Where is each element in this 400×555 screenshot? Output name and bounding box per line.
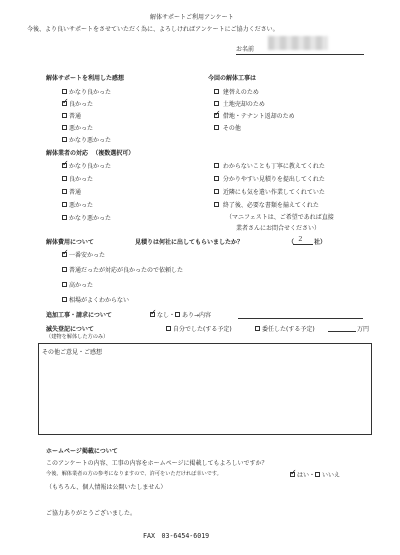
manifest-note-2: 業者さんにお問合せください） [236,225,321,232]
q3-checkbox-4[interactable] [62,215,67,220]
q5-checkbox-0[interactable] [62,248,69,257]
q4-option-2[interactable]: 近隣にも気を遣い作業してくれていた [214,187,325,196]
check-mark-icon: ✓ [290,468,297,477]
form-title: 解体サポートご利用アンケート [150,14,234,21]
q6-yes-checkbox[interactable] [175,312,180,317]
quote-underline [293,244,313,245]
q1-option-0[interactable]: かなり良かった [62,87,111,96]
q2-option-0[interactable]: 建替えのため [214,87,259,96]
q2-checkbox-0[interactable] [214,89,219,94]
q5-option-3[interactable]: 相場がよくわからない [62,295,129,304]
q6-detail-line [238,318,363,319]
q5-option-0[interactable]: ✓ 一番安かった [62,248,106,259]
name-underline [236,54,364,55]
q5-title: 解体費用について [46,239,94,246]
q2-checkbox-1[interactable] [214,101,219,106]
check-mark-icon: ✓ [214,109,221,118]
q3-option-4[interactable]: かなり悪かった [62,213,111,222]
homepage-yes-checkbox[interactable] [290,468,297,477]
q7-self-checkbox[interactable] [166,326,171,331]
q3-option-0[interactable]: ✓ かなり良かった [62,159,112,170]
yen-underline [328,331,356,332]
q4-checkbox-0[interactable] [214,163,219,168]
quote-question: 見積りは何社に出してもらいましたか？ [135,239,244,246]
q5-option-1[interactable]: 普通だったが対応が良かったので依頼した [62,265,183,274]
comments-label: その他ご意見・ご感想 [42,349,103,356]
homepage-note-2: （もちろん、個人情報は公開いたしません） [46,484,167,491]
homepage-question: このアンケートの内容、工事の内容をホームページに掲載してもよろしいですか？ [46,460,268,467]
q7-delegate-checkbox[interactable] [255,326,260,331]
q1-option-1[interactable]: ✓ 良かった [62,97,94,108]
q3-checkbox-2[interactable] [62,189,67,194]
quote-answer[interactable]: ２ [297,235,304,243]
q4-checkbox-1[interactable] [214,176,219,181]
q1-checkbox-4[interactable] [62,137,67,142]
thanks-text: ご協力ありがとうございました。 [46,510,137,517]
check-mark-icon: ✓ [62,248,69,257]
q1-option-2[interactable]: 普通 [62,111,81,120]
redacted-name [268,36,328,50]
q5-checkbox-2[interactable] [62,282,67,287]
q6-options: ✓ なし ・ あり→内容 [150,308,212,319]
q1-checkbox-1[interactable] [62,97,69,106]
q3-checkbox-0[interactable] [62,159,69,168]
q6-none-checkbox[interactable] [150,308,157,317]
q1-checkbox-2[interactable] [62,113,67,118]
q7-self[interactable]: 自分でした(する予定) [166,324,232,333]
q2-checkbox-2[interactable] [214,109,221,118]
q4-option-1[interactable]: 分かりやすい見積りを提出してくれた [214,174,325,183]
comments-box[interactable] [38,343,372,435]
q3-checkbox-3[interactable] [62,202,67,207]
q5-option-2[interactable]: 高かった [62,280,93,289]
q1-option-3[interactable]: 悪かった [62,123,93,132]
homepage-no-checkbox[interactable] [315,472,320,477]
quote-unit: 社） [314,239,327,246]
q3-title: 解体業者の対応 （複数選択可） [46,150,135,157]
q3-option-3[interactable]: 悪かった [62,200,93,209]
form-intro: 今後、より良いサポートをさせていただく為に、よろしければアンケートにご協力ください。 [27,26,279,33]
q6-title: 追加工事・請求について [46,312,112,319]
q1-title: 解体サポートを利用した感想 [46,75,125,82]
q2-title: 今回の解体工事は [208,75,257,82]
q5-checkbox-1[interactable] [62,267,67,272]
q1-checkbox-0[interactable] [62,89,67,94]
quote-open: （ [288,239,295,246]
q7-delegate[interactable]: 委任した(する予定) [255,324,315,333]
q1-option-4[interactable]: かなり悪かった [62,135,111,144]
fax-number: FAX 03-6454-6019 [143,532,210,540]
check-mark-icon: ✓ [62,97,69,106]
check-mark-icon: ✓ [62,159,69,168]
q7-title: 滅失登記について [46,326,94,333]
homepage-note-1: 今後、解体業者の方の参考になりますので、許可をいただければ幸いです。 [46,471,222,477]
yen-label: 万円 [357,326,370,333]
q2-option-2[interactable]: ✓ 借地・テナント返却のため [214,109,295,120]
manifest-note-1: （マニフェストは、ご希望であれば直接 [226,214,334,221]
q7-sub: （建物を解体した方のみ） [46,334,109,340]
q3-option-1[interactable]: 良かった [62,174,93,183]
q4-option-0[interactable]: わからないことも丁寧に教えてくれた [214,161,325,170]
name-label: お名前 [236,46,255,53]
homepage-title: ホームページ掲載について [46,448,118,455]
q3-option-2[interactable]: 普通 [62,187,81,196]
q1-checkbox-3[interactable] [62,125,67,130]
q3-checkbox-1[interactable] [62,176,67,181]
homepage-consent: ✓ はい ・ いいえ [290,468,341,479]
check-mark-icon: ✓ [150,308,157,317]
q4-checkbox-3[interactable] [214,202,219,207]
q4-option-3[interactable]: 終了後、必要な書類を揃えてくれた [214,200,319,209]
q2-option-1[interactable]: 土地売却のため [214,99,265,108]
q4-checkbox-2[interactable] [214,189,219,194]
q2-checkbox-3[interactable] [214,125,219,130]
q5-checkbox-3[interactable] [62,297,67,302]
q2-option-3[interactable]: その他 [214,123,241,132]
